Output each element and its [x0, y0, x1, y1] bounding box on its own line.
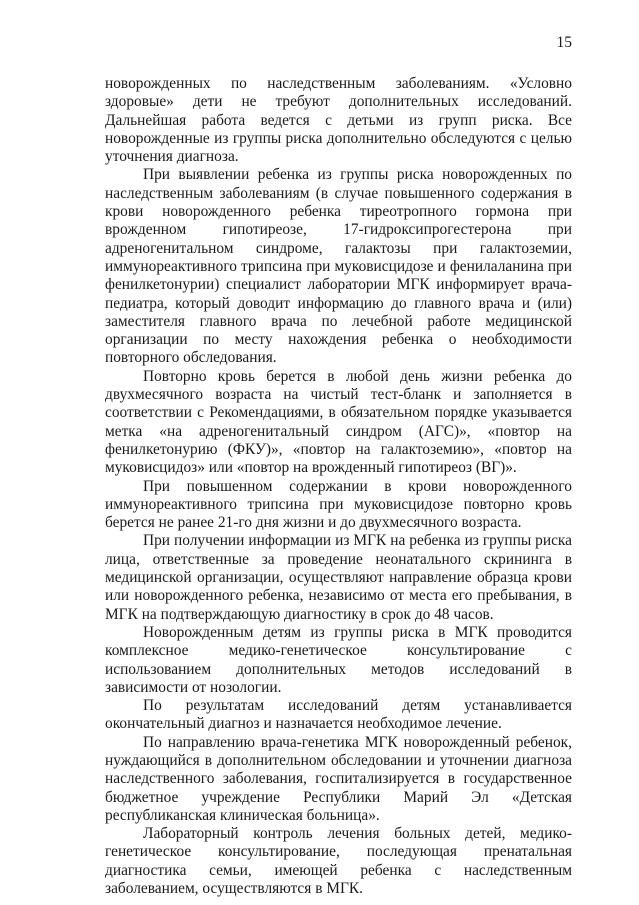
paragraph-cystic-fibrosis-resample: При повышенном содержании в крови новорожденного иммунореактивного трипсина при муковисцидозе повторно кровь берется не ранее 21-го дня жизни и до двухмесячного возраста.	[105, 477, 572, 532]
paragraph-genetic-counseling: Новорожденным детям из группы риска в МГК проводится комплексное медико-генетическое консультирование с использованием дополнительных методов исследований в зависимости от нозологии.	[105, 623, 572, 696]
paragraph-final-diagnosis: По результатам исследований детям устанавливается окончательный диагноз и назначается необходимое лечение.	[105, 697, 572, 733]
paragraph-repeat-blood-sample: Повторно кровь берется в любой день жизни ребенка до двухмесячного возраста на чистый тест-бланк и заполняется в соответствии с Рекомендациями, в обязательном порядке указывается метка «на адреногенитальный синдром (АГС)», «повтор на фенилкетонурию (ФКУ)», «повтор на галактоземию», «повтор на муковисцидоз» или «повтор на врожденный гипотиреоз (ВГ)».	[105, 367, 572, 477]
paragraph-risk-group-detection: При выявлении ребенка из группы риска новорожденных по наследственным заболеваниям (в случае повышенного содержания в крови новорожденного ребенка тиреотропного гормона при врожденном гипотиреозе, 17-гидроксипрогестерона при адреногенитальном синдроме, галактозы при галактоземии, иммунореактивного трипсина при муковисцидозе и фенилаланина при фенилкетонурии) специалист лаборатории МГК информирует врача-педиатра, который доводит информацию до главного врача и (или) заместителя главного врача по лечебной работе медицинской организации по месту нахождения ребенка о необходимости повторного обследования.	[105, 166, 572, 367]
paragraph-continuation: новорожденных по наследственным заболеваниям. «Условно здоровые» дети не требуют дополнительных исследований. Дальнейшая работа ведется с детьми из групп риска. Все новорожденные из группы риска дополнительно обследуются с целью уточнения диагноза.	[105, 75, 572, 166]
document-body	[105, 75, 572, 898]
paragraph-lab-control: Лабораторный контроль лечения больных детей, медико-генетическое консультирование, последующая пренатальная диагностика семьи, имеющей ребенка с наследственным заболеванием, осуществляются в МГК.	[105, 825, 572, 898]
paragraph-mgk-referral: При получении информации из МГК на ребенка из группы риска лица, ответственные за проведение неонатального скрининга в медицинской организации, осуществляют направление образца крови или новорожденного ребенка, независимо от места его пребывания, в МГК на подтверждающую диагностику в срок до 48 часов.	[105, 532, 572, 623]
page-number: 15	[556, 34, 572, 51]
paragraph-hospitalization: По направлению врача-генетика МГК новорожденный ребенок, нуждающийся в дополнительном обследовании и уточнении диагноза наследственного заболевания, госпитализируется в государственное бюджетное учреждение Республики Марий Эл «Детская республиканская клиническая больница».	[105, 733, 572, 824]
